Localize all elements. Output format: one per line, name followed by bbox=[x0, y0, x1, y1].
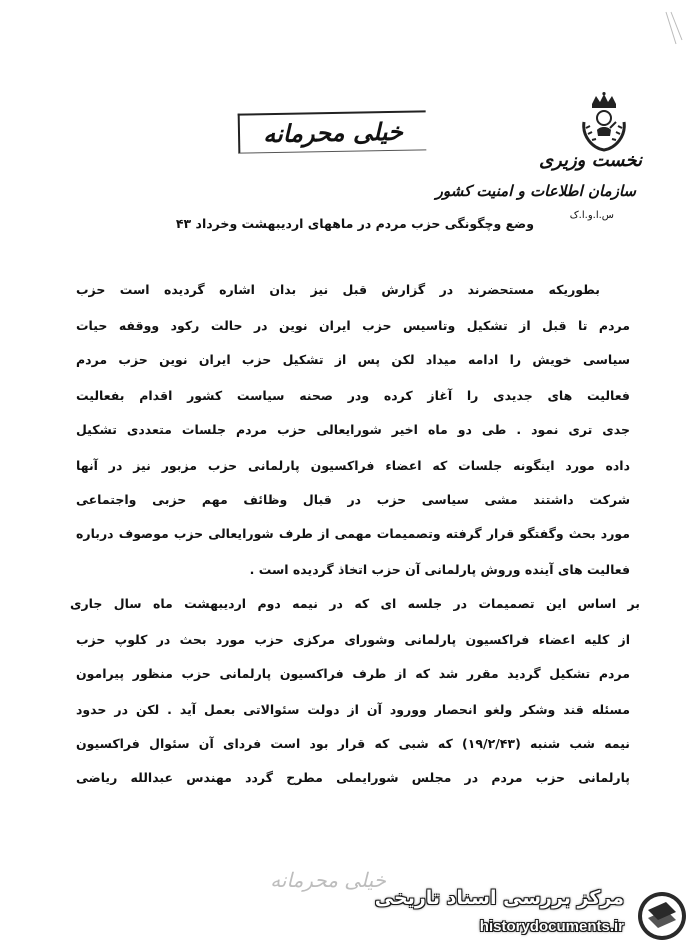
body-line: مردم تا قبل از تشکیل وتاسیس حزب ایران نوین در حالت رکود ووقفه حیات bbox=[76, 318, 630, 333]
watermark-title: مرکز بررسی اسناد تاریخی bbox=[374, 887, 624, 909]
body-line: داده مورد اینگونه جلسات که اعضاء فراکسیون پارلمانی حزب مزبور نیز در آنها bbox=[76, 458, 630, 473]
body-line: پارلمانی حزب مردم در مجلس شورایملی مطرح گردد مهندس عبدالله ریاضی bbox=[76, 770, 630, 785]
body-line: فعالیت های جدیدی را آغاز کرده ودر صحنه سیاست کشور اقدام بفعالیت bbox=[76, 388, 630, 403]
body-line: جدی تری نمود . طی دو ماه اخیر شورایعالی حزب مردم جلسات متعددی تشکیل bbox=[76, 422, 630, 437]
organization-name: سازمان اطلاعات و امنیت کشور bbox=[435, 182, 636, 200]
body-line: بر اساس این تصمیمات در جلسه ای که در نیمه دوم اردیبهشت ماه سال جاری bbox=[70, 596, 640, 611]
corner-scribble-mark bbox=[662, 10, 686, 50]
body-line: مسئله قند وشکر ولغو انحصار وورود آن از دولت سئوالاتی بعمل آید . لکن در حدود bbox=[76, 702, 630, 717]
ministry-title: نخست وزیری bbox=[538, 150, 642, 171]
archive-logo-icon bbox=[636, 890, 688, 942]
body-line: از کلیه اعضاء فراکسیون پارلمانی وشورای مرکزی حزب مورد بحث در کلوپ حزب bbox=[76, 632, 630, 647]
body-line: بطوریکه مستحضرند در گزارش قبل نیز بدان اشاره گردیده است حزب bbox=[76, 282, 600, 297]
faint-bottom-stamp: خیلی محرمانه bbox=[270, 868, 386, 892]
classification-stamp: خیلی محرمانه bbox=[238, 110, 427, 153]
watermark-url: historydocuments.ir bbox=[479, 918, 624, 935]
body-line: نیمه شب شنبه (۱۹/۲/۴۳) که شبی که قرار بود است فردای آن سئوال فراکسیون bbox=[76, 736, 630, 751]
subject-line: وضع وچگونگی حزب مردم در ماههای اردیبهشت وخرداد ۴۳ bbox=[175, 216, 534, 231]
body-line: مورد بحث وگفتگو قرار گرفته وتصمیمات مهمی از طرف شورایعالی حزب موصوف درباره bbox=[76, 526, 630, 541]
imperial-emblem-icon bbox=[576, 92, 632, 154]
body-line: مردم تشکیل گردید مقرر شد که از طرف فراکسیون پارلمانی حزب منظور پیرامون bbox=[76, 666, 630, 681]
body-line: شرکت داشتند مشی سیاسی حزب در قبال وظائف مهم حزبی واجتماعی bbox=[76, 492, 630, 507]
reference-code: س.ا.و.ا.ک bbox=[569, 210, 614, 221]
body-line: فعالیت های آینده وروش پارلمانی آن حزب اتخاذ گردیده است . bbox=[249, 562, 630, 577]
body-line: سیاسی خویش را ادامه میداد لکن پس از تشکیل حزب ایران نوین حزب مردم bbox=[76, 352, 630, 367]
